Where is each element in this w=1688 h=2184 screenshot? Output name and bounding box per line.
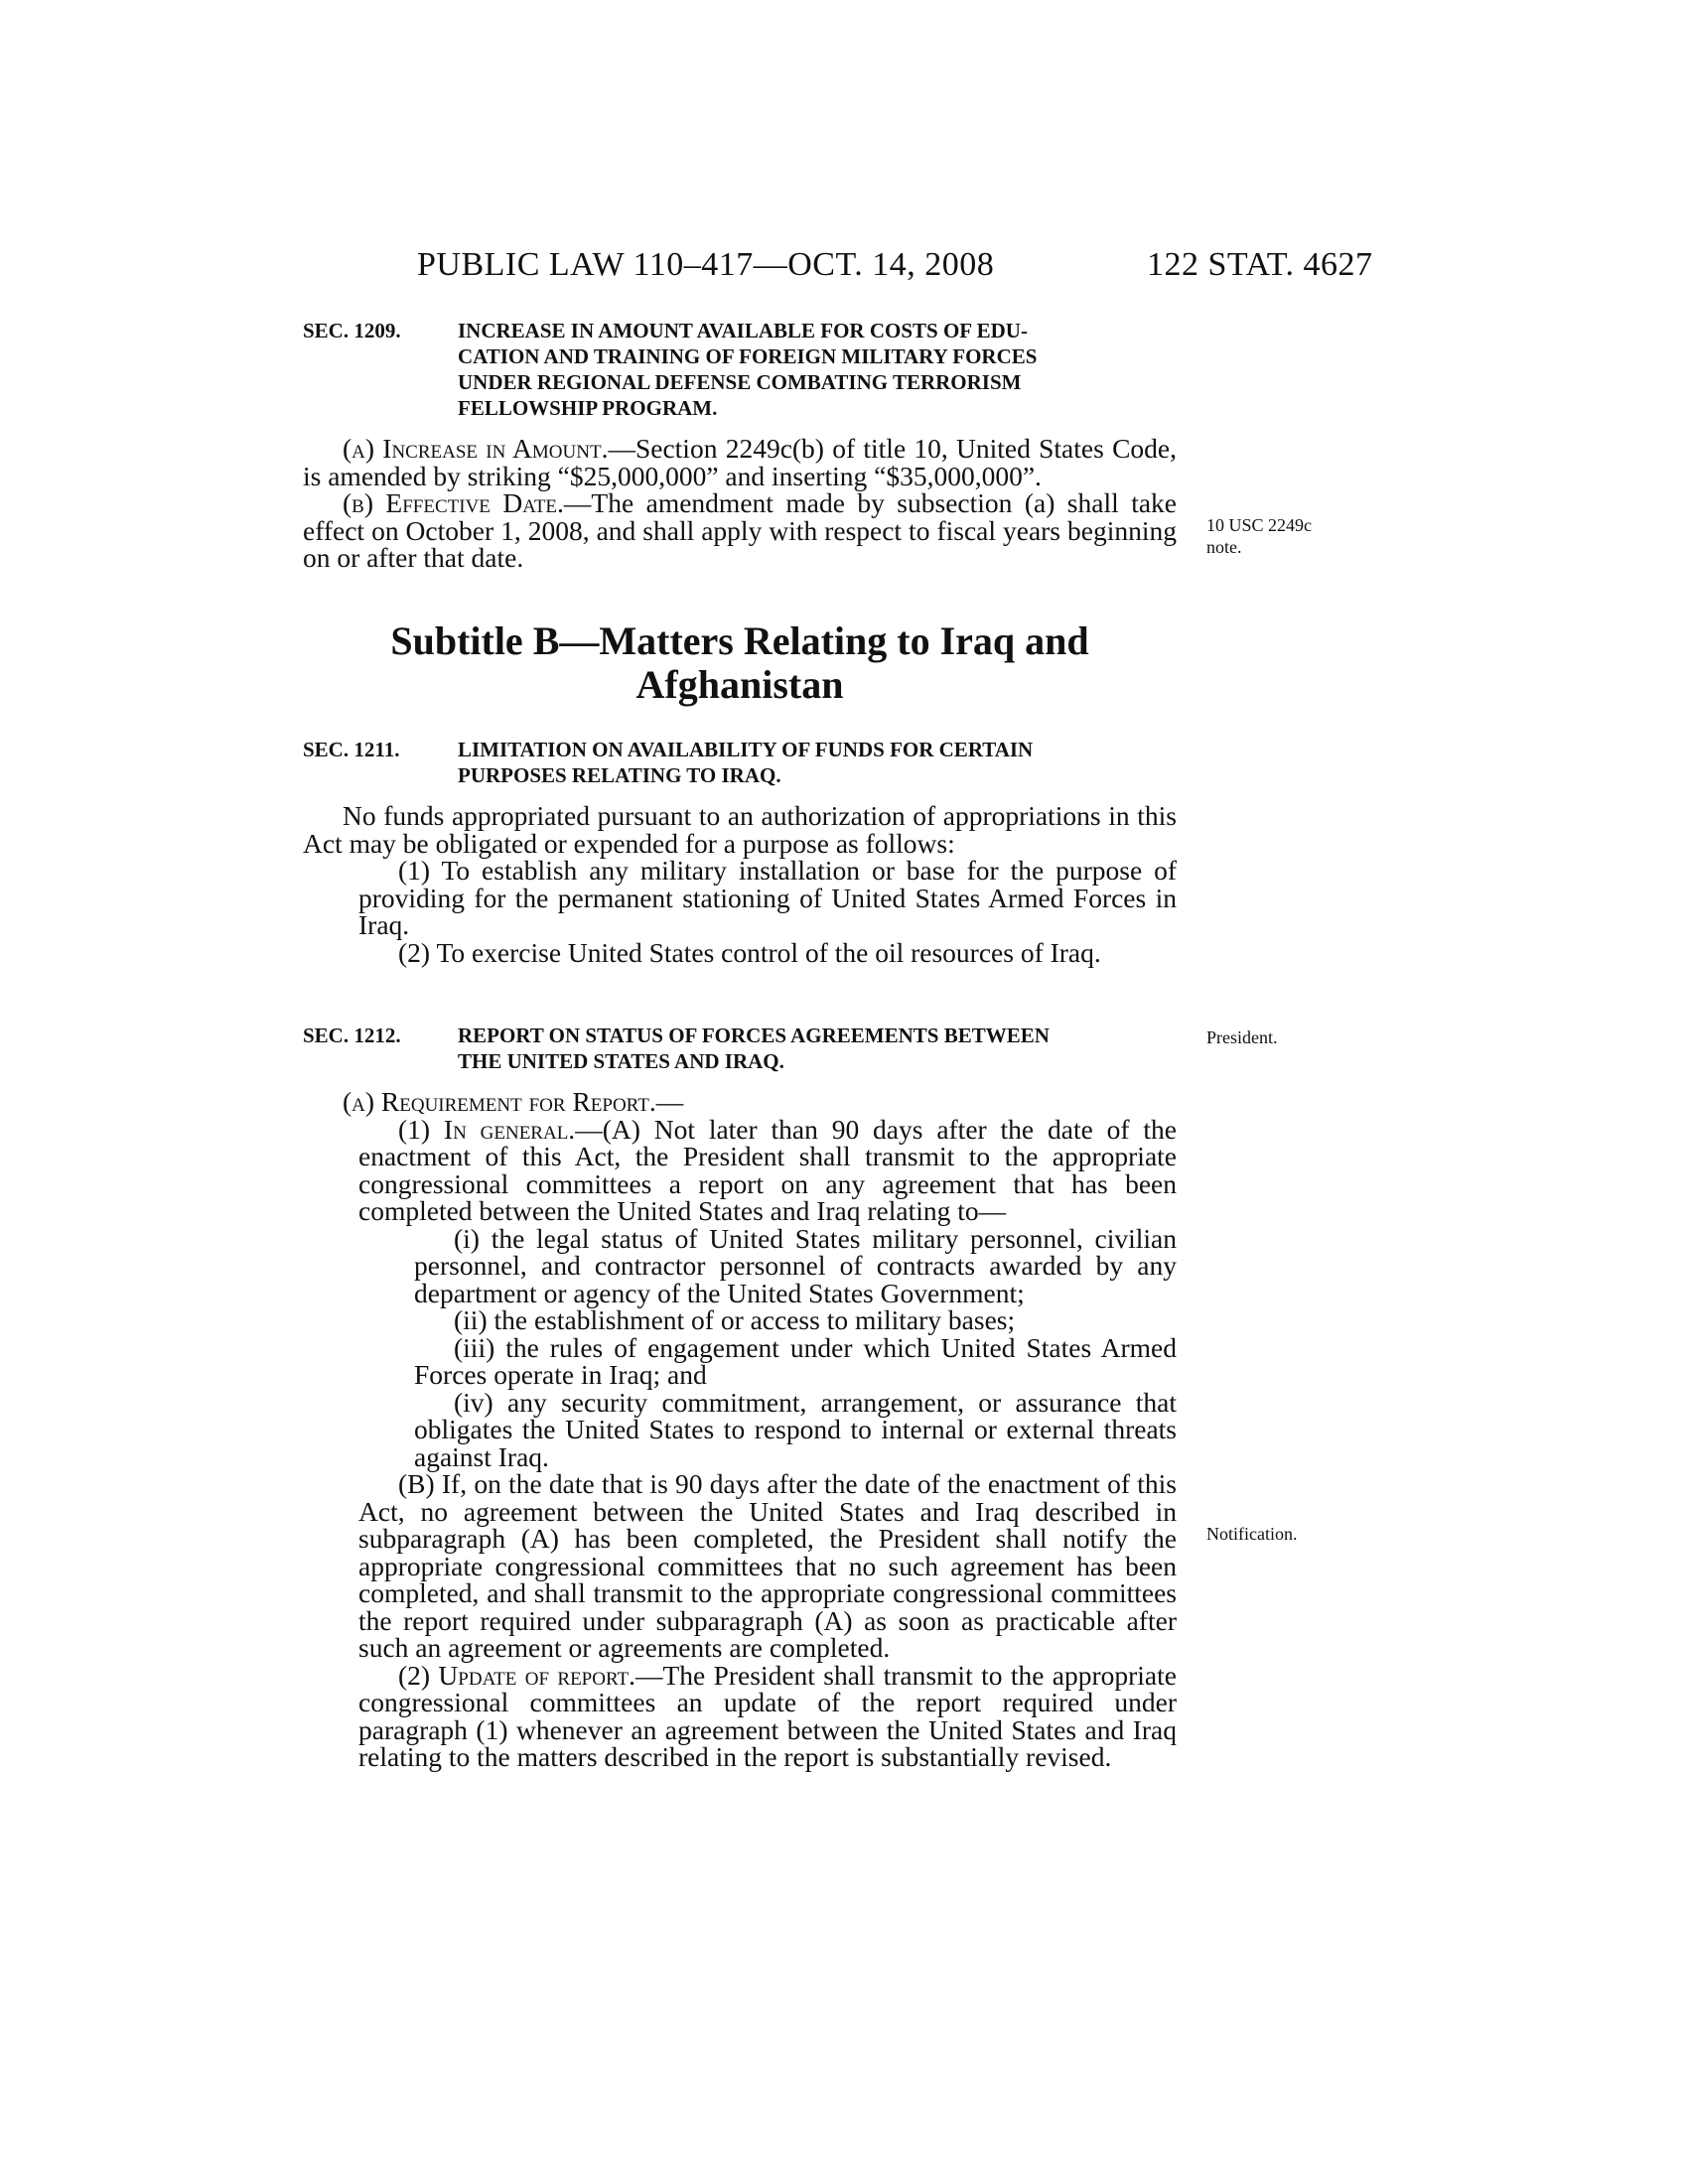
clause-ii: (ii) the establishment of or access to military bases;: [454, 1304, 1016, 1335]
subsection-b: [303, 489, 1177, 572]
subsection-heading: (b) Effective Date.: [343, 487, 564, 518]
paragraph-2: [303, 1659, 1177, 1772]
heading-line: CATION AND TRAINING OF FOREIGN MILITARY FORCES: [458, 344, 1038, 368]
section-number: SEC. 1211.: [303, 738, 400, 761]
margin-note-president: President.: [1206, 1027, 1278, 1047]
subsection-heading: (a) Requirement for Report.: [343, 1086, 656, 1117]
page-stat-number: 122 STAT. 4627: [1147, 246, 1373, 283]
subsection-text: —The amendment made by subsection (a) shall take effect on October 1, 2008, and shall apply with respect to fiscal years beginning on or after that date.: [303, 487, 1177, 573]
clause-iv: (iv) any security commitment, arrangement, or assurance that obligates the United States to respond to internal or external threats against Iraq.: [414, 1386, 1177, 1472]
subtitle-line: Subtitle B—Matters Relating to Iraq and: [390, 618, 1089, 663]
section-heading: [303, 318, 1177, 421]
margin-note-notification: Notification.: [1206, 1524, 1298, 1544]
paragraph-2: (2) To exercise United States control of the oil resources of Iraq.: [398, 936, 1101, 968]
heading-line: REPORT ON STATUS OF FORCES AGREEMENTS BETWEEN: [458, 1024, 1050, 1047]
section-heading: [303, 737, 1177, 788]
section-heading: [303, 1023, 1177, 1074]
subparagraph-b: (B) If, on the date that is 90 days after the date of the enactment of this Act, no agreement between the United States and Iraq described in subparagraph (A) has been completed, the President shall notify the appropriate congressional committees that no such agreement has been completed, and shall transmit to the appropriate congressional committees the report required under subparagraph (A) as soon as practicable after such an agreement or agreements are completed.: [358, 1468, 1177, 1663]
subtitle-line: Afghanistan: [635, 662, 844, 707]
paragraph-1: [303, 1113, 1177, 1226]
heading-line: FELLOWSHIP PROGRAM.: [458, 396, 718, 420]
section-number: SEC. 1212.: [303, 1024, 401, 1047]
margin-note-line: 10 USC 2249c: [1206, 515, 1313, 535]
section-1212: [303, 1023, 1177, 1771]
paragraph-heading: (2) Update of report.: [398, 1659, 635, 1691]
subsection-a: [303, 1088, 1177, 1116]
heading-line: THE UNITED STATES AND IRAQ.: [458, 1049, 784, 1073]
paragraph-1: (1) To establish any military installation or base for the purpose of providing for the permanent stationing of United States Armed Forces in Iraq.: [358, 855, 1177, 940]
margin-note-usc: [1206, 514, 1312, 558]
dash: —: [655, 1086, 684, 1117]
subtitle-block: [303, 619, 1177, 707]
subtitle-heading: [303, 619, 1177, 707]
section-1209: [303, 318, 1177, 572]
paragraph-text: —The President shall transmit to the appropriate congressional committees an update of the report required under paragraph (1) whenever an agreement between the United States and Iraq relating to the matters described in the report is substantially revised.: [358, 1659, 1177, 1772]
paragraph-heading: (1) In general.: [398, 1113, 576, 1145]
heading-line: PURPOSES RELATING TO IRAQ.: [458, 763, 781, 787]
clause-iii: (iii) the rules of engagement under which United States Armed Forces operate in Iraq; and: [414, 1331, 1177, 1390]
subsection-text: —Section 2249c(b) of title 10, United States Code, is amended by striking “$25,000,000” and inserting “$35,000,000”.: [303, 433, 1177, 491]
clause-i: (i) the legal status of United States military personnel, civilian personnel, and contractor personnel of contracts awarded by any department or agency of the United States Government;: [414, 1222, 1177, 1308]
heading-line: INCREASE IN AMOUNT AVAILABLE FOR COSTS OF EDU-: [458, 319, 1028, 342]
section-number: SEC. 1209.: [303, 319, 401, 342]
section-intro: No funds appropriated pursuant to an authorization of appropriations in this Act may be obligated or expended for a purpose as follows:: [303, 800, 1177, 859]
heading-line: UNDER REGIONAL DEFENSE COMBATING TERRORISM: [458, 370, 1022, 394]
margin-note-line: note.: [1206, 537, 1242, 557]
subsection-a: [303, 435, 1177, 489]
section-1211: [303, 737, 1177, 966]
paragraph-text: —(A) Not later than 90 days after the date of the enactment of this Act, the President shall transmit to the appropriate congressional committees a report on any agreement that has been completed between the United States and Iraq relating to—: [358, 1113, 1177, 1226]
subsection-heading: (a) Increase in Amount.: [343, 433, 609, 464]
running-head-title: PUBLIC LAW 110–417—OCT. 14, 2008: [417, 246, 995, 283]
heading-line: LIMITATION ON AVAILABILITY OF FUNDS FOR CERTAIN: [458, 738, 1034, 761]
